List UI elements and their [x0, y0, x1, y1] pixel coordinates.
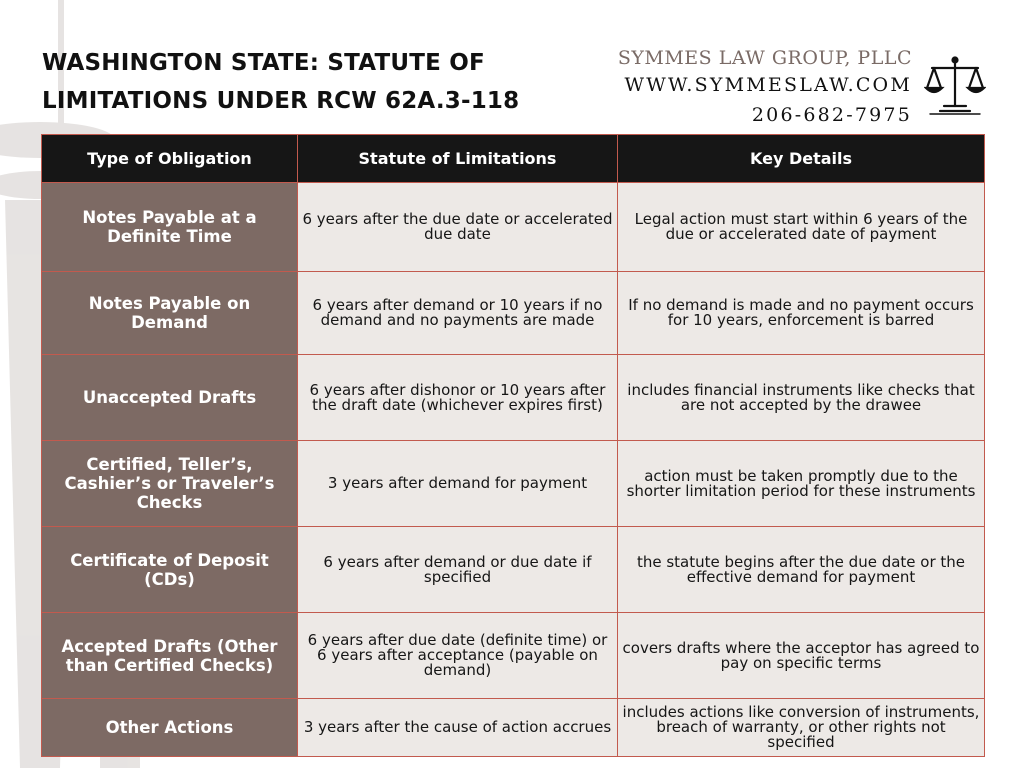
- scales-of-justice-icon: [924, 54, 986, 116]
- obligation-type-cell: Certified, Teller’s, Cashier’s or Traveler’s Checks: [42, 441, 298, 527]
- details-cell: action must be taken promptly due to the shorter limitation period for these instruments: [618, 441, 985, 527]
- obligation-type-cell: Notes Payable at a Definite Time: [42, 183, 298, 272]
- title-line-1: WASHINGTON STATE: STATUTE OF: [42, 50, 485, 76]
- column-header-type: Type of Obligation: [42, 135, 298, 183]
- statute-cell: 6 years after demand or due date if specified: [298, 527, 618, 613]
- statute-cell: 3 years after the cause of action accrues: [298, 699, 618, 757]
- table-row: [42, 699, 985, 757]
- obligation-type-cell: Notes Payable on Demand: [42, 272, 298, 355]
- details-cell: covers drafts where the acceptor has agreed to pay on specific terms: [618, 613, 985, 699]
- column-header-statute: Statute of Limitations: [298, 135, 618, 183]
- table-row: [42, 355, 985, 441]
- table-row: [42, 183, 985, 272]
- details-cell: the statute begins after the due date or the effective demand for payment: [618, 527, 985, 613]
- firm-contact-block: [618, 46, 912, 130]
- table-row: [42, 527, 985, 613]
- obligation-type-cell: Other Actions: [42, 699, 298, 757]
- table-row: [42, 272, 985, 355]
- statute-cell: 3 years after demand for payment: [298, 441, 618, 527]
- statute-table: [41, 134, 985, 757]
- details-cell: includes actions like conversion of instruments, breach of warranty, or other rights not specified: [618, 699, 985, 757]
- table-row: [42, 441, 985, 527]
- details-cell: If no demand is made and no payment occurs for 10 years, enforcement is barred: [618, 272, 985, 355]
- details-cell: includes financial instruments like checks that are not accepted by the drawee: [618, 355, 985, 441]
- statute-cell: 6 years after due date (definite time) or 6 years after acceptance (payable on demand): [298, 613, 618, 699]
- firm-website[interactable]: WWW.SYMMESLAW.COM: [624, 74, 912, 96]
- statute-cell: 6 years after the due date or accelerated due date: [298, 183, 618, 272]
- table-header-row: [42, 135, 985, 183]
- table-row: [42, 613, 985, 699]
- firm-phone[interactable]: 206-682-7975: [751, 104, 912, 126]
- page-title: [42, 44, 582, 120]
- statute-cell: 6 years after dishonor or 10 years after the draft date (whichever expires first): [298, 355, 618, 441]
- obligation-type-cell: Accepted Drafts (Other than Certified Checks): [42, 613, 298, 699]
- title-line-2: LIMITATIONS UNDER RCW 62A.3-118: [42, 88, 520, 114]
- details-cell: Legal action must start within 6 years of the due or accelerated date of payment: [618, 183, 985, 272]
- firm-name: SYMMES LAW GROUP, PLLC: [617, 47, 912, 69]
- column-header-details: Key Details: [618, 135, 985, 183]
- obligation-type-cell: Certificate of Deposit (CDs): [42, 527, 298, 613]
- obligation-type-cell: Unaccepted Drafts: [42, 355, 298, 441]
- statute-cell: 6 years after demand or 10 years if no demand and no payments are made: [298, 272, 618, 355]
